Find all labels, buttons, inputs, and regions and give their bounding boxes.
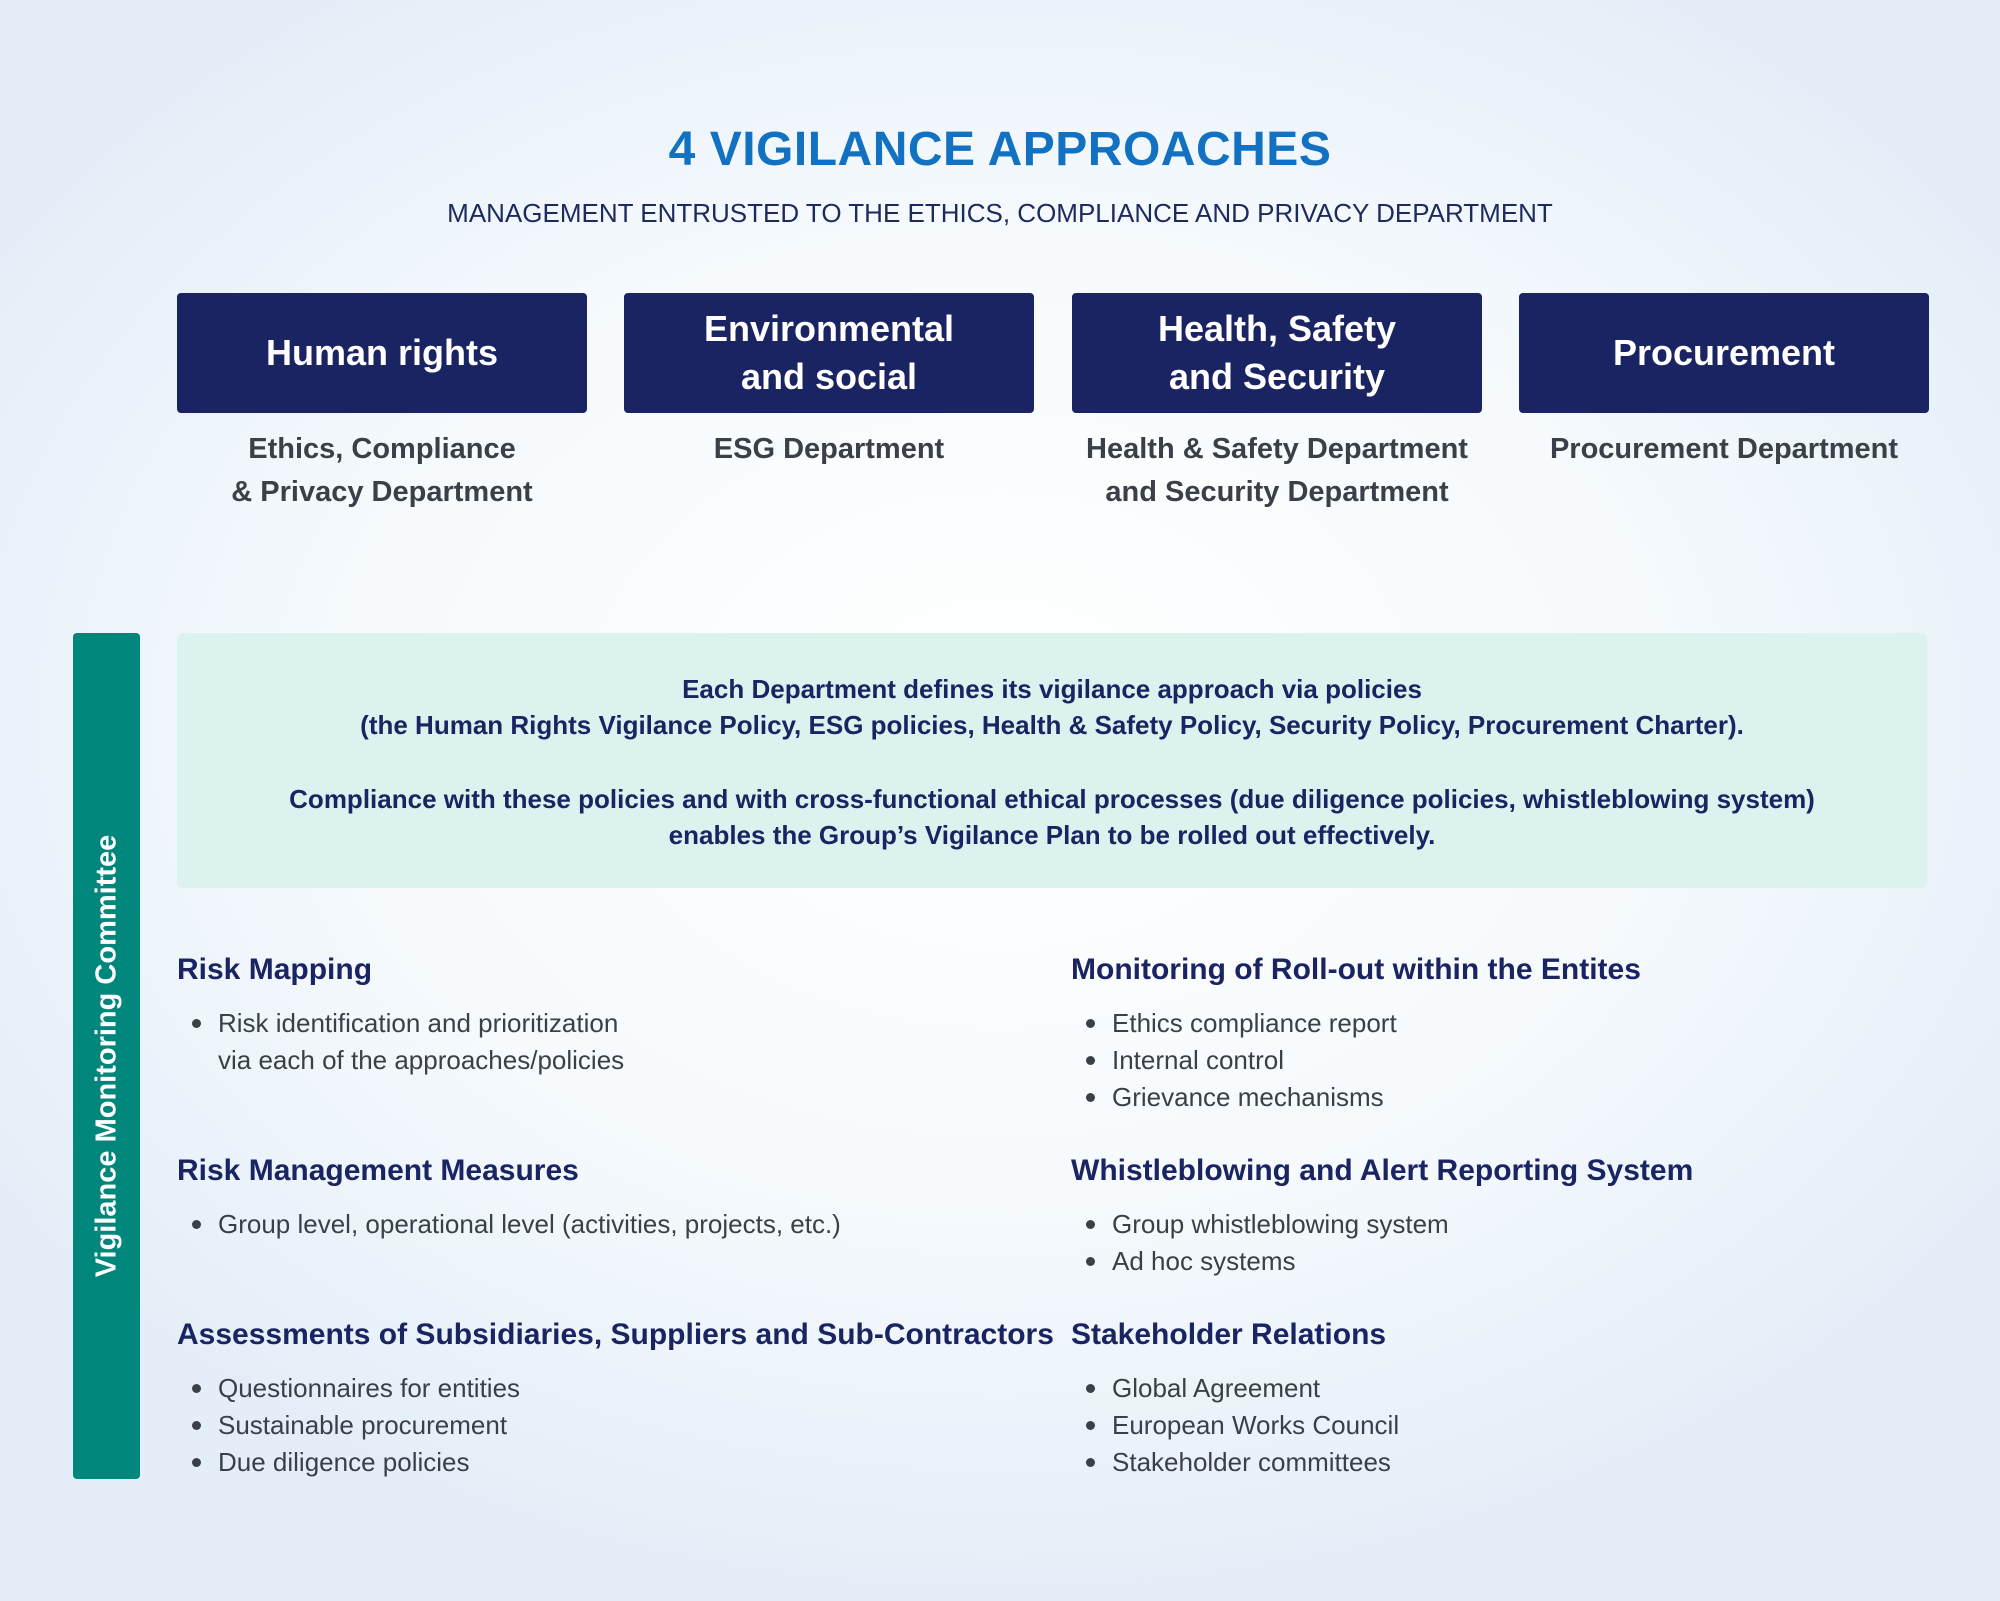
- section-title-stakeholder-relations: Stakeholder Relations: [1071, 1318, 1387, 1351]
- bullet-dot-icon: [1086, 1458, 1095, 1467]
- section-title-assessments: Assessments of Subsidiaries, Suppliers and Sub-Contractors: [177, 1318, 1054, 1351]
- list-item: Global Agreement: [1071, 1370, 1399, 1407]
- approach-box-human-rights: Human rights: [177, 293, 587, 413]
- bullet-dot-icon: [1086, 1384, 1095, 1393]
- approach-box-environmental-social: Environmental and social: [624, 293, 1034, 413]
- list-item: Ethics compliance report: [1071, 1005, 1397, 1042]
- bullet-dot-icon: [192, 1458, 201, 1467]
- section-title-whistleblowing: Whistleblowing and Alert Reporting System: [1071, 1154, 1694, 1187]
- list-item: Group whistleblowing system: [1071, 1206, 1449, 1243]
- bullet-list-risk-management: [177, 1206, 841, 1243]
- list-item: Group level, operational level (activities, projects, etc.): [177, 1206, 841, 1243]
- section-title-risk-management: Risk Management Measures: [177, 1154, 579, 1187]
- list-item: Risk identification and prioritization via each of the approaches/policies: [177, 1005, 624, 1079]
- department-label-ethics: Ethics, Compliance & Privacy Department: [231, 433, 533, 508]
- bullet-dot-icon: [192, 1019, 201, 1028]
- approach-box-procurement: Procurement: [1519, 293, 1929, 413]
- list-item: Ad hoc systems: [1071, 1243, 1449, 1280]
- list-item: Internal control: [1071, 1042, 1397, 1079]
- department-label-esg: ESG Department: [713, 433, 945, 465]
- list-item: Grievance mechanisms: [1071, 1079, 1397, 1116]
- policy-line: Compliance with these policies and with cross-functional ethical processes (due diligence policies, whistleblowing system): [289, 784, 1815, 814]
- committee-bar: [73, 633, 140, 1479]
- policy-line: enables the Group’s Vigilance Plan to be rolled out effectively.: [668, 820, 1436, 850]
- bullet-list-risk-mapping: [177, 1005, 624, 1079]
- list-item: European Works Council: [1071, 1407, 1399, 1444]
- page-title: 4 VIGILANCE APPROACHES: [668, 123, 1332, 176]
- bullet-dot-icon: [1086, 1220, 1095, 1229]
- approach-box-health-safety-security: Health, Safety and Security: [1072, 293, 1482, 413]
- bullet-dot-icon: [192, 1220, 201, 1229]
- bullet-dot-icon: [1086, 1421, 1095, 1430]
- bullet-dot-icon: [1086, 1257, 1095, 1266]
- bullet-dot-icon: [1086, 1019, 1095, 1028]
- bullet-list-whistleblowing: [1071, 1206, 1449, 1280]
- list-item: Questionnaires for entities: [177, 1370, 520, 1407]
- bullet-dot-icon: [1086, 1093, 1095, 1102]
- bullet-dot-icon: [192, 1384, 201, 1393]
- list-item: Stakeholder committees: [1071, 1444, 1399, 1481]
- section-title-risk-mapping: Risk Mapping: [177, 953, 373, 986]
- list-item: Due diligence policies: [177, 1444, 520, 1481]
- department-label-procurement: Procurement Department: [1549, 433, 1899, 465]
- bullet-dot-icon: [192, 1421, 201, 1430]
- bullet-dot-icon: [1086, 1056, 1095, 1065]
- committee-label: Vigilance Monitoring Committee: [90, 834, 122, 1278]
- policy-line: Each Department defines its vigilance approach via policies: [682, 674, 1422, 704]
- policy-box: [177, 633, 1927, 888]
- bullet-list-monitoring: [1071, 1005, 1397, 1116]
- department-label-health-security: Health & Safety Department and Security Department: [1086, 433, 1468, 508]
- page-subtitle: MANAGEMENT ENTRUSTED TO THE ETHICS, COMPLIANCE AND PRIVACY DEPARTMENT: [447, 198, 1553, 228]
- bullet-list-stakeholder-relations: [1071, 1370, 1399, 1481]
- bullet-list-assessments: [177, 1370, 520, 1481]
- section-title-monitoring: Monitoring of Roll-out within the Entites: [1071, 953, 1641, 986]
- list-item: Sustainable procurement: [177, 1407, 520, 1444]
- policy-line: (the Human Rights Vigilance Policy, ESG policies, Health & Safety Policy, Security Policy, Procurement Charter).: [360, 710, 1744, 740]
